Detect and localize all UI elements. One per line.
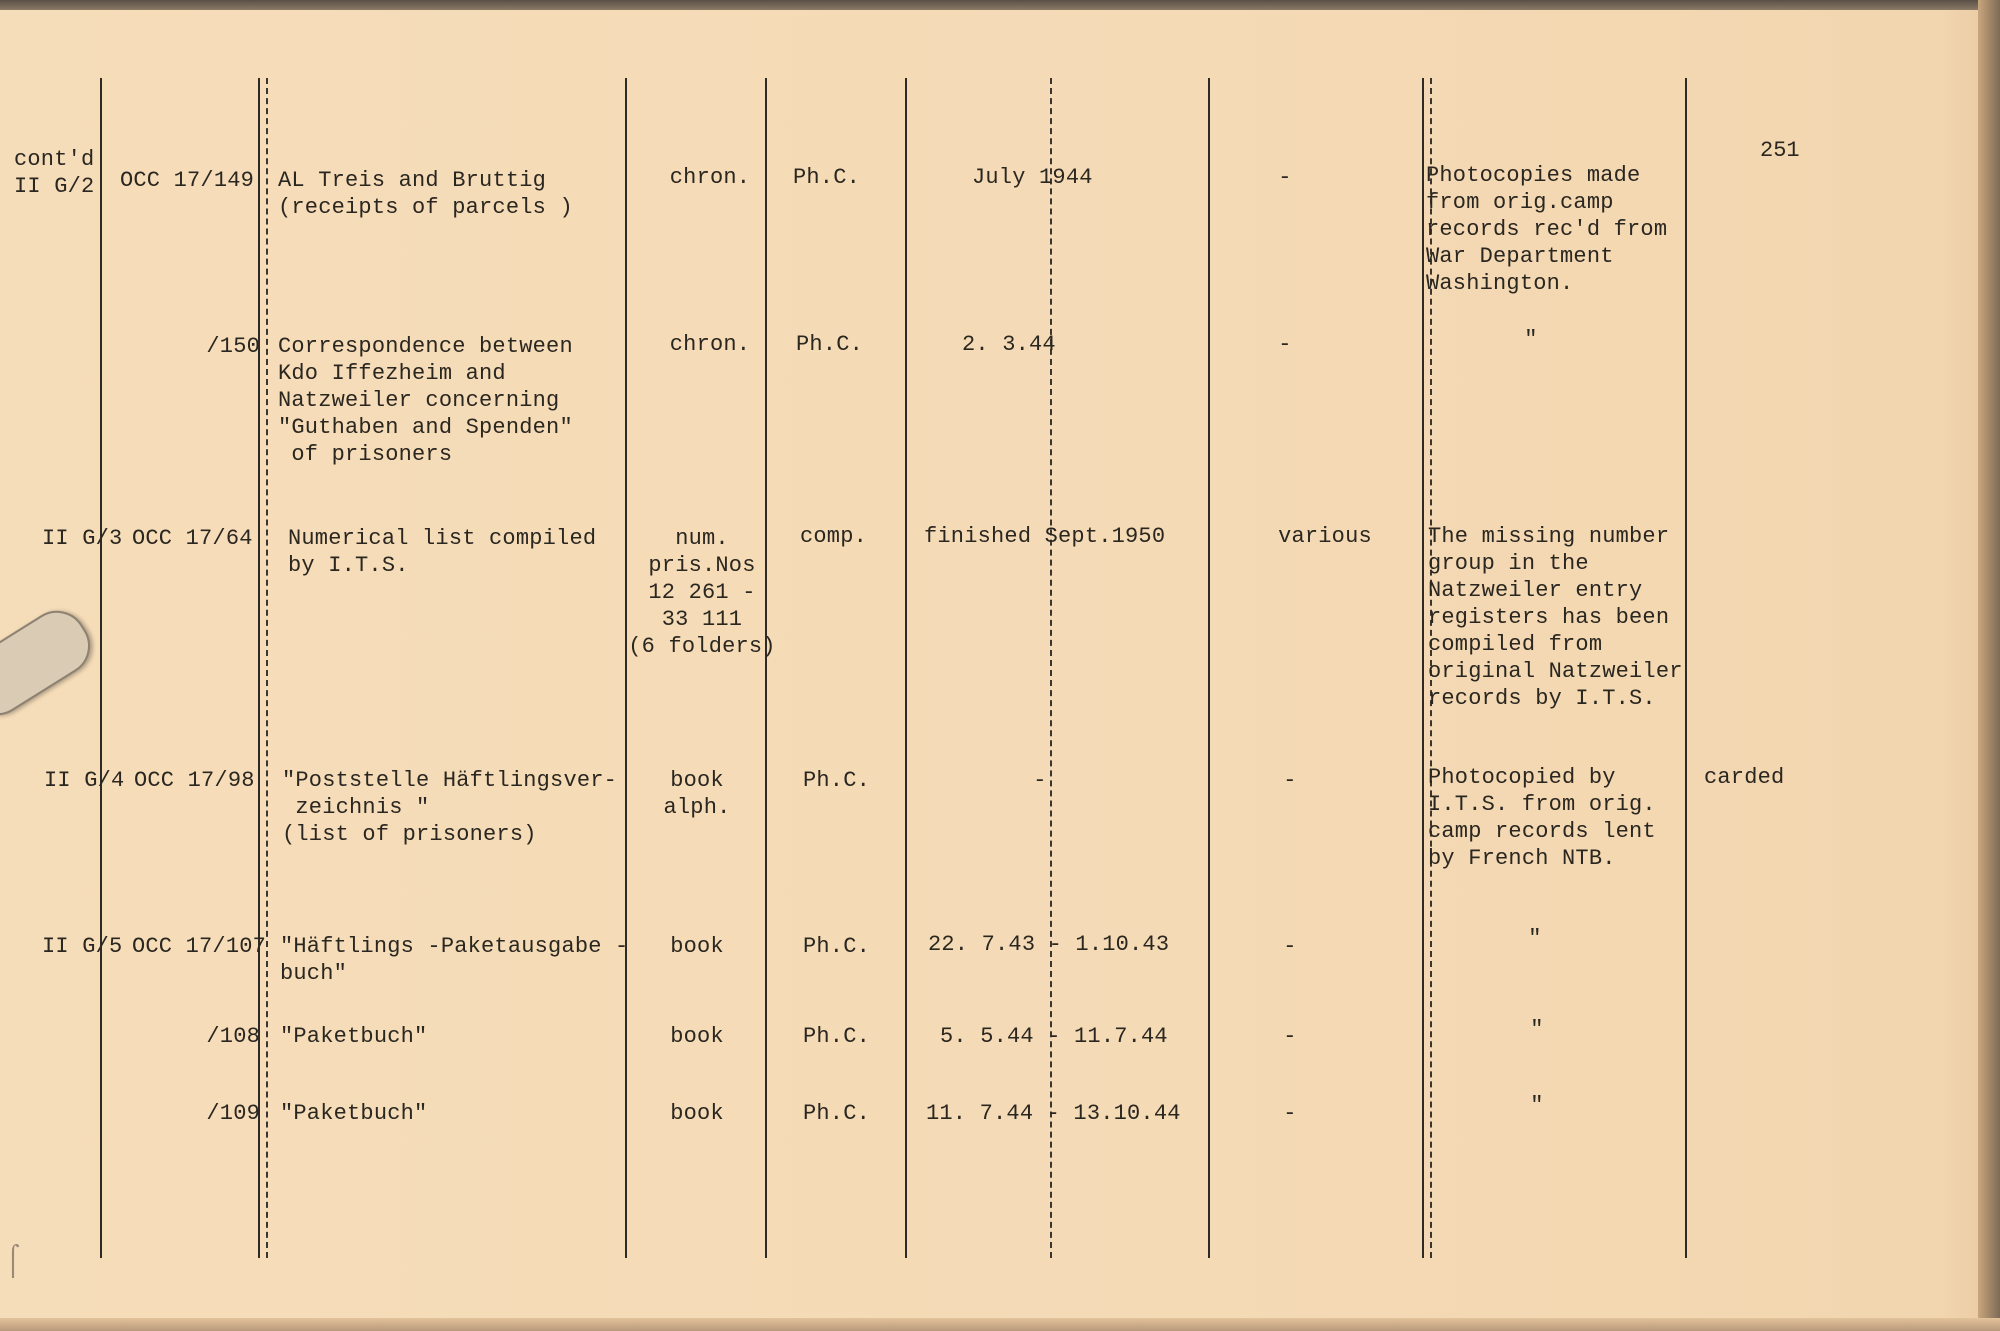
entry-type: Ph.C. [803,768,871,793]
entry-ref: OCC 17/149 [120,168,255,193]
entry-dates: 2. 3.44 [962,332,1056,357]
entry-arrangement: chron. [669,165,751,190]
column-rule-5 [905,78,907,1258]
entry-ref: OCC 17/64 [132,526,253,551]
entry-title: Numerical list compiled by I.T.S. [288,526,597,578]
entry-dates: - [1033,768,1047,793]
column-rule-5b [1050,78,1052,1258]
entry-title: "Häftlings -Paketausgabe - buch" [280,934,629,986]
column-rule-2b [266,78,268,1258]
entry-ref: /150 [206,334,260,359]
entry-remarks: " [1528,926,1542,951]
entry-dates: July 1944 [972,165,1093,190]
entry-title: Correspondence between Kdo Iffezheim and Natzweiler concerning "Guthaben and Spenden" of prisoners [278,334,573,467]
entry-dates: 11. 7.44 - 13.10.44 [926,1101,1181,1126]
entry-dates: 22. 7.43 - 1.10.43 [928,932,1170,957]
entry-ref: /109 [206,1101,260,1126]
entry-type: Ph.C. [796,332,864,357]
entry-arrangement: chron. [669,332,751,357]
entry-col7: - [1283,768,1297,793]
column-rule-8 [1685,78,1687,1258]
entry-arrangement: num. pris.Nos 12 261 - 33 111 (6 folders) [628,526,776,659]
entry-arrangement: book [670,1024,724,1049]
entry-remarks: Photocopied by I.T.S. from orig. camp records lent by French NTB. [1428,765,1656,871]
entry-remarks: The missing number group in the Natzweiler entry registers has been compiled from original Natzweiler records by I.T.S. [1428,524,1683,711]
entry-dates: finished Sept.1950 [924,524,1166,549]
entry-remarks: " [1524,327,1538,352]
entry-ref: /108 [206,1024,260,1049]
column-rule-3 [625,78,627,1258]
column-rule-2 [258,78,260,1258]
entry-title: AL Treis and Bruttig (receipts of parcels ) [278,168,573,220]
entry-type: Ph.C. [803,934,871,959]
entry-col7: - [1283,1101,1297,1126]
entry-type: Ph.C. [803,1101,871,1126]
entry-arrangement: book [670,1101,724,1126]
entry-type: Ph.C. [793,165,861,190]
entry-remarks: " [1530,1093,1544,1118]
entry-group: II G/5 [42,934,123,959]
entry-dates: 5. 5.44 - 11.7.44 [940,1024,1168,1049]
entry-arrangement: book alph. [663,768,731,820]
entry-col7: - [1283,1024,1297,1049]
binding-top-edge [0,0,2000,10]
entry-status: carded [1704,765,1785,790]
entry-remarks: Photocopies made from orig.camp records rec'd from War Department Washington. [1426,163,1668,296]
column-rule-6 [1208,78,1210,1258]
entry-ref: OCC 17/98 [134,768,255,793]
entry-col7: - [1278,165,1292,190]
entry-group: II G/4 [44,768,125,793]
entry-col7: - [1278,332,1292,357]
index-tab [0,600,101,727]
page-bottom-edge [0,1318,2000,1331]
entry-col7: various [1278,524,1372,549]
entry-group: II G/3 [42,526,123,551]
column-rule-4 [765,78,767,1258]
entry-title: "Poststelle Häftlingsver- zeichnis " (list of prisoners) [282,768,618,847]
entry-col7: - [1283,934,1297,959]
margin-mark: ⌠ [4,1245,23,1279]
entry-type: Ph.C. [803,1024,871,1049]
entry-remarks: " [1530,1017,1544,1042]
entry-type: comp. [800,524,868,549]
entry-title: "Paketbuch" [280,1101,428,1126]
page-right-edge [1978,0,2000,1331]
entry-group: cont'd II G/2 [14,147,95,199]
entry-arrangement: book [670,934,724,959]
column-rule-7 [1422,78,1424,1258]
page-number: 251 [1760,138,1800,163]
entry-ref: OCC 17/107 [132,934,267,959]
column-rule-1 [100,78,102,1258]
entry-title: "Paketbuch" [280,1024,428,1049]
